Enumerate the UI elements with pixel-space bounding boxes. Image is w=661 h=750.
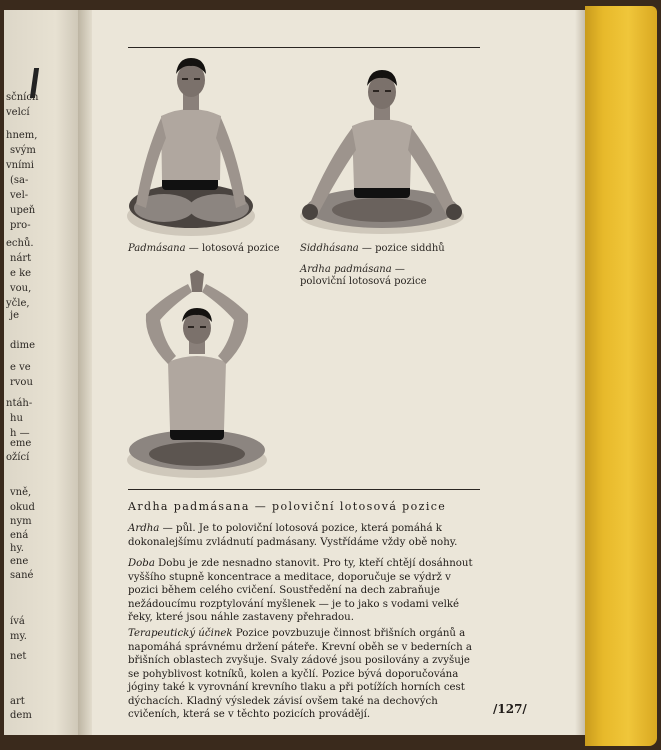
doba-text: Dobu je zde nesnadno stanovit. Pro ty, kteří chtějí dosáhnout vyššího stupně koncentrace a meditace, doporučuje se výdrž v pozici během celého cvičení. Soustředění na dech zabraňuje nežádoucímu rozptylování myšlenek — je to jako s vodami velké řeky, které jsou náhle zastaveny přehradou. (128, 558, 473, 623)
previous-page-text: hu (10, 413, 23, 424)
section-rule (128, 489, 480, 490)
page-number: /127/ (493, 702, 527, 716)
previous-page-text: svým (10, 145, 36, 156)
top-rule (128, 47, 480, 48)
previous-page-text: vou, (10, 283, 32, 294)
previous-page-text: sané (10, 570, 34, 581)
previous-page-text: upeň (10, 205, 36, 216)
page-shadow (575, 10, 585, 735)
previous-page-text: yčle, (6, 298, 30, 309)
previous-page-text: echů. (6, 238, 34, 249)
previous-page-text: ene (10, 556, 29, 567)
doba-lead: Doba (128, 558, 155, 569)
previous-page-text: e ve (10, 362, 31, 373)
previous-page-text: sčních (6, 92, 39, 103)
previous-page-text: nárt (10, 253, 32, 264)
section-title: Ardha padmásana — poloviční lotosová pozice (128, 500, 447, 513)
previous-page-text: ívá (10, 616, 25, 627)
paragraph-ucinek (128, 627, 482, 722)
previous-page-text: ená (10, 530, 29, 541)
book-gutter (78, 10, 92, 735)
book-edge (585, 6, 657, 746)
previous-page-text: vně, (10, 487, 32, 498)
siddhasana-name: Siddhásana (300, 243, 359, 254)
previous-page-fragment (4, 10, 78, 735)
padmasana-desc: — lotosová pozice (185, 243, 280, 254)
previous-page-text: okud (10, 502, 35, 513)
previous-page-text: my. (10, 631, 27, 642)
previous-page-text: velcí (6, 107, 30, 118)
paragraph-doba (128, 557, 482, 625)
ardha-desc: poloviční lotosová pozice (300, 276, 427, 287)
siddhasana-photo (294, 70, 470, 240)
ardha-name: Ardha padmásana (300, 264, 392, 275)
ardha-dash: — (391, 264, 405, 275)
ucinek-lead: Terapeutický účinek (128, 628, 233, 639)
ardha-padmasana-photo (124, 270, 270, 482)
previous-page-text: rvou (10, 377, 33, 388)
previous-page-text: dime (10, 340, 35, 351)
previous-page-text: h — (10, 428, 30, 439)
previous-page-text: ntáh- (6, 398, 33, 409)
previous-page-text: (sa- (10, 175, 29, 186)
previous-page-text: e ke (10, 268, 32, 279)
previous-page-text: net (10, 651, 27, 662)
previous-page-text: vel- (10, 190, 29, 201)
ardha-text: — půl. Je to poloviční lotosová pozice, která pomáhá k dokonalejšímu zvládnutí padmásany. Vystřídáme vždy obě nohy. (128, 523, 458, 548)
previous-page-text: hnem, (6, 130, 38, 141)
previous-page-text: je (10, 310, 20, 321)
previous-page-text: ožící (6, 452, 30, 463)
siddhasana-desc: — pozice siddhů (358, 243, 445, 254)
previous-page-text: vními (6, 160, 34, 171)
previous-page-text: nym (10, 516, 32, 527)
previous-page-text: hy. (10, 543, 24, 554)
previous-page-text: dem (10, 710, 32, 721)
padmasana-photo (124, 56, 258, 242)
ardha-caption (300, 264, 427, 288)
previous-page-text: pro- (10, 220, 31, 231)
padmasana-caption (128, 243, 280, 255)
siddhasana-caption (300, 243, 445, 255)
paragraph-ardha (128, 522, 482, 549)
ucinek-text: Pozice povzbuzuje činnost břišních orgánů a napomáhá správnému držení páteře. Krevní oběh se v bederních a břišních oblastech zvyšuje. Svaly zádové jsou posilovány a zvyšuje se pohyblivost kotníků, kolen a kyčlí. Pozice bývá doporučována jóginy také k vyrovnání krevního tlaku a při potížích horních cest dýchacích. Kladný výsledek závisí ovšem také na dechových cvičeních, která se v těchto pozicích provádějí. (128, 628, 472, 720)
previous-page-text: art (10, 696, 25, 707)
previous-page-text: eme (10, 438, 32, 449)
ardha-lead: Ardha (128, 523, 160, 534)
padmasana-name: Padmásana (128, 243, 186, 254)
